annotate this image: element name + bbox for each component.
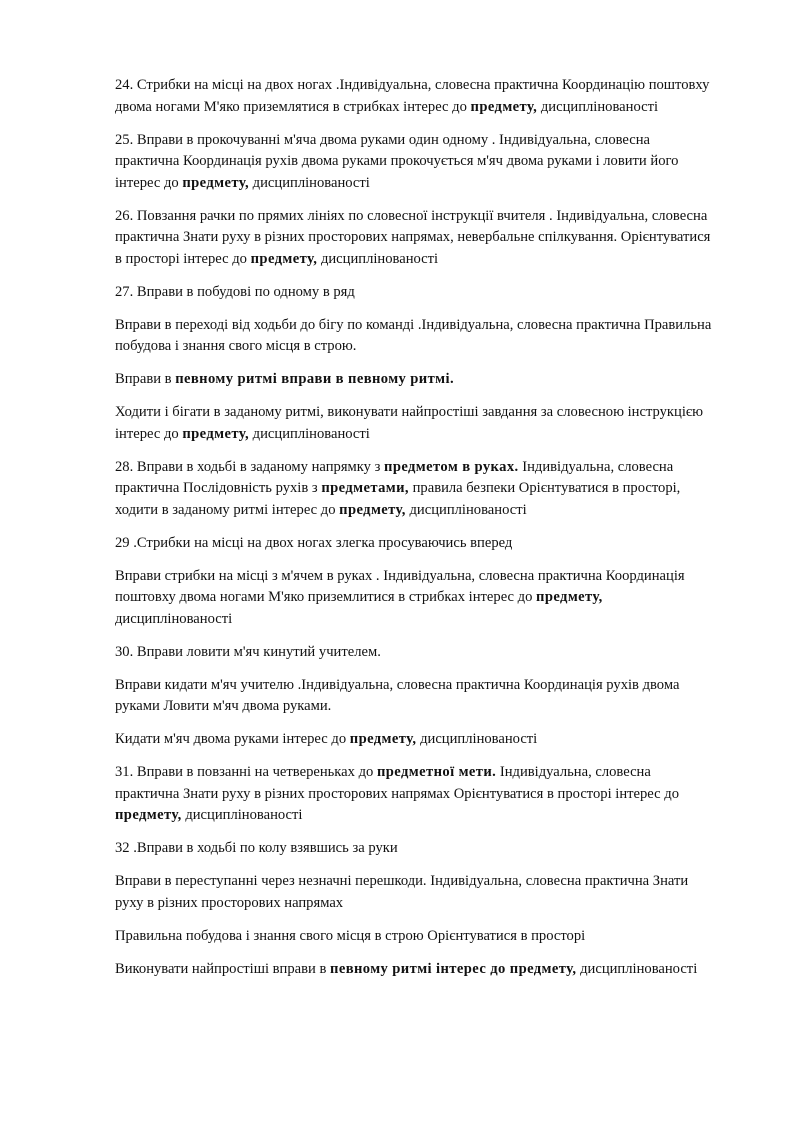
paragraph [115,926,715,948]
paragraph [115,566,715,631]
text-run: 24. Стрибки на місці на двох ногах .Індивідуальна, словесна практична Координацію поштовху двома ногами М'яко приземлятися в стрибках інтерес до [115,77,710,115]
text-run: дисциплінованості [576,960,698,977]
document-body [115,75,715,992]
text-run: 26. Повзання рачки по прямих лініях по словесної інструкції вчителя . Індивідуальна, словесна практична Знати руху в різних просторових напрямах, невербальне спілкування. Орієнтуватися в просторі інтерес до [115,207,711,267]
paragraph [115,762,715,827]
paragraph [115,871,715,914]
paragraph [115,206,715,271]
text-run: Індивідуальна, словесна практична Послідовність рухів з [115,458,674,496]
text-run: Вправи стрибки на місці з м'ячем в руках . Індивідуальна, словесна практична Координація поштовху двома ногами М'яко приземлитися в стрибках інтерес до [115,567,685,605]
text-run: 28. Вправи в ходьбі в заданому напрямку з [115,458,385,475]
text-run: Ходити і бігати в заданому ритмі, виконувати найпростіші завдання за словесною інструкцією інтерес до [115,404,704,442]
bold-text-run: предмету, [115,807,182,823]
paragraph [115,282,715,304]
bold-text-run: предмету, [182,425,250,442]
text-run: 29 .Стрибки на місці на двох ногах злегка просуваючись вперед [115,534,513,551]
bold-text-run: предмету, [470,98,538,115]
text-run: 31. Вправи в повзанні на четвереньках до [115,764,377,780]
paragraph [115,729,715,751]
text-run: дисциплінованості [249,174,370,191]
paragraph [115,642,715,664]
text-run: Вправи кидати м'яч учителю .Індивідуальна, словесна практична Координація рухів двома руками Ловити м'яч двома руками. [115,676,680,714]
text-run: Виконувати найпростіші вправи в [115,960,331,977]
text-run: 32 .Вправи в ходьбі по колу взявшись за руки [115,840,398,856]
text-run: дисциплінованості [249,425,370,442]
paragraph [115,402,715,445]
text-run: дисциплінованості [537,98,659,115]
bold-text-run: предметом в руках. [384,458,519,475]
text-run: дисциплінованості [115,610,233,627]
text-run: Вправи в переході від ходьби до бігу по команді .Індивідуальна, словесна практична Правильна побудова і знання свого місця в строю. [115,316,712,354]
paragraph [115,130,715,195]
text-run: Правильна побудова і знання свого місця в строю Орієнтуватися в просторі [115,927,586,944]
bold-text-run: певному ритмі інтерес до предмету, [330,960,577,977]
text-run: дисциплінованості [405,501,527,518]
text-run: Вправи в [115,371,176,387]
bold-text-run: предметами, [321,480,409,496]
paragraph [115,959,715,981]
bold-text-run: певному ритмі вправи в певному ритмі. [175,371,455,387]
text-run: 25. Вправи в прокочуванні м'яча двома руками один одному . Індивідуальна, словесна практична Координація рухів двома руками прокочується м'яч двома руками і ловити його інтерес до [115,131,679,191]
paragraph [115,675,715,718]
bold-text-run: предмету, [182,174,250,191]
text-run: дисциплінованості [317,250,439,267]
paragraph [115,369,715,391]
text-run: 30. Вправи ловити м'яч кинутий учителем. [115,643,381,660]
paragraph [115,457,715,522]
bold-text-run: предмету, [349,731,417,747]
text-run: правила безпеки Орієнтуватися в просторі, ходити в заданому ритмі інтерес до [115,480,681,518]
text-run: 27. Вправи в побудові по одному в ряд [115,283,355,300]
text-run: Кидати м'яч двома руками інтерес до [115,731,350,747]
text-run: Індивідуальна, словесна практична Знати руху в різних просторових напрямах Орієнтуватися в просторі інтерес до [115,764,679,802]
paragraph [115,533,715,555]
bold-text-run: предмету, [250,250,318,267]
paragraph [115,315,715,358]
bold-text-run: предмету, [536,589,603,605]
text-run: дисциплінованості [416,731,538,747]
paragraph [115,75,715,118]
text-run: дисциплінованості [181,807,303,823]
bold-text-run: предметної мети. [376,764,497,780]
bold-text-run: предмету, [339,501,406,518]
paragraph [115,838,715,860]
text-run: Вправи в переступанні через незначні перешкоди. Індивідуальна, словесна практична Знати руху в різних просторових напрямах [115,873,689,911]
